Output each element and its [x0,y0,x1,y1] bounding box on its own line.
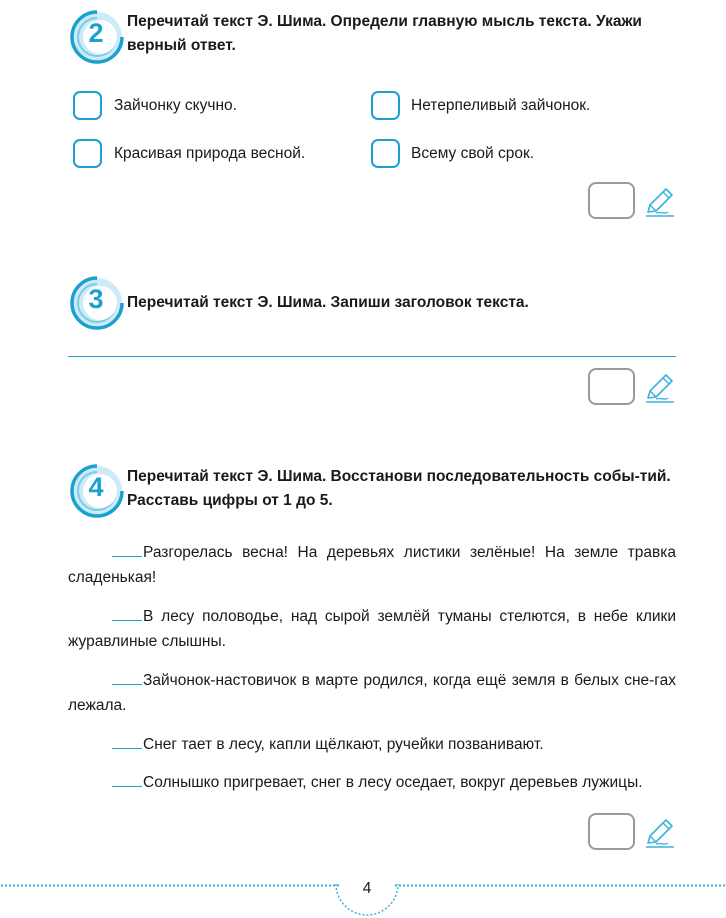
task-4-item-4-text: Снег тает в лесу, капли щёлкают, ручейки позванивают. [143,736,544,753]
task-3-number: 3 [88,284,104,314]
task-2-title: Перечитай текст Э. Шима. Определи главную мысль текста. Укажи верный ответ. [127,13,642,54]
task-4-score-box[interactable] [588,813,635,850]
task-4-item-1-text: Разгорелась весна! На деревьях листики зелёные! На земле травка сладенькая! [68,544,676,586]
page-number: 4 [362,880,372,897]
task-3-number-badge [70,276,124,330]
task-2-number: 2 [88,18,104,48]
task-4-item-2-text: В лесу половодье, над сырой землёй туманы стелются, в небе клики журавлиные слышны. [68,608,676,650]
task-4-item-4 [68,732,676,757]
task-4-number-badge [70,464,124,518]
task-3-title: Перечитай текст Э. Шима. Запиши заголовок текста. [127,294,529,311]
task-2-score-box[interactable] [588,182,635,219]
task-2-option-4-checkbox[interactable] [371,139,400,168]
task-3-score-box[interactable] [588,368,635,405]
task-3-answer-line[interactable] [68,356,676,357]
task-4-item-1-blank[interactable] [112,541,142,557]
task-4-item-5-text: Солнышко пригревает, снег в лесу оседает, вокруг деревьев лужицы. [143,774,643,791]
task-2-option-1-label: Зайчонку скучно. [114,97,237,114]
task-4-item-3-blank[interactable] [112,669,142,685]
task-2-option-4-label: Всему свой срок. [411,145,535,162]
task-4-item-2-blank[interactable] [112,605,142,621]
footer-dotted-line-right [394,884,726,887]
task-4-title: Перечитай текст Э. Шима. Восстанови последовательность собы-тий. Расставь цифры от 1 до 5. [127,468,671,509]
task-4-item-1 [68,540,676,590]
task-2-option-3-label: Красивая природа весной. [114,145,306,162]
task-4-item-5 [68,770,676,795]
task-4-item-2 [68,604,676,654]
task-4-item-3-text: Зайчонок-настовичок в марте родился, когда ещё земля в белых сне-гах лежала. [68,672,676,714]
task-2-number-badge [70,10,124,64]
task-4-item-3 [68,668,676,718]
task-2-option-2-checkbox[interactable] [371,91,400,120]
task-4-item-4-blank[interactable] [112,733,142,749]
pencil-icon [642,186,678,220]
pencil-icon [642,372,678,406]
task-4-number: 4 [88,472,104,502]
task-2-option-3-checkbox[interactable] [73,139,102,168]
task-4-item-5-blank[interactable] [112,771,142,787]
task-2-option-2-label: Нетерпеливый зайчонок. [411,97,591,114]
footer-dotted-line-left [0,884,340,887]
pencil-icon [642,817,678,851]
task-2-option-1-checkbox[interactable] [73,91,102,120]
